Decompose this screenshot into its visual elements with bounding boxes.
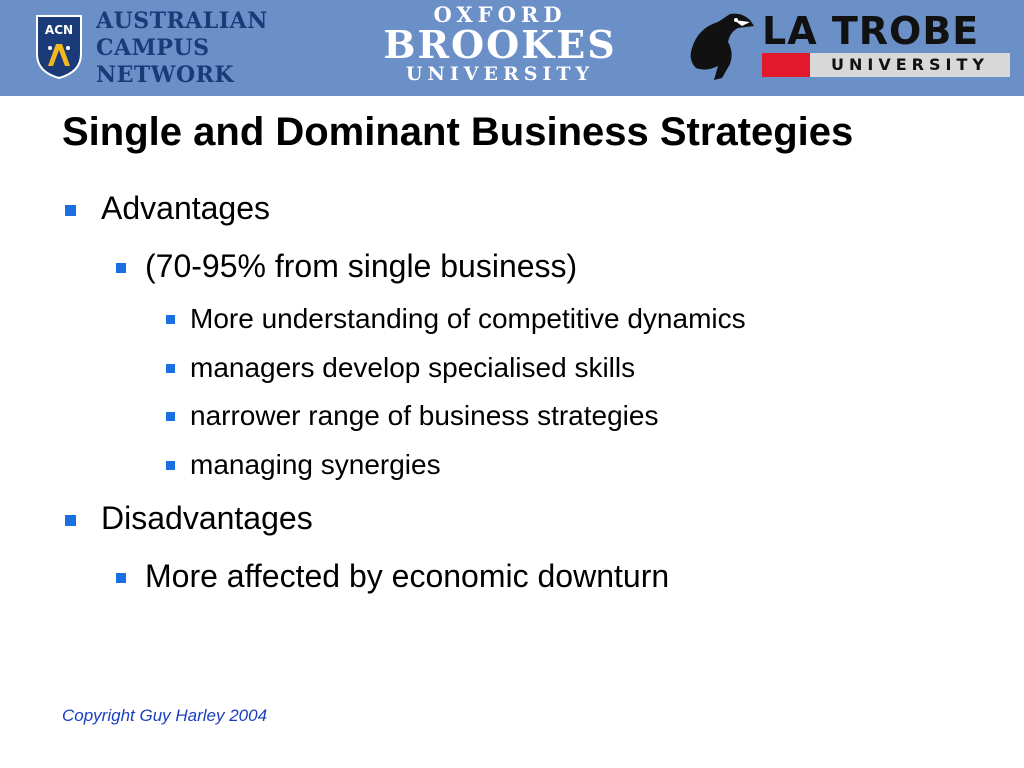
acn-shield-logo xyxy=(34,14,84,80)
bullet-text: managers develop specialised skills xyxy=(190,352,636,383)
header-banner xyxy=(0,0,1024,96)
oxford-brookes-line-1: OXFORD xyxy=(433,2,567,27)
bullet-text: narrower range of business strategies xyxy=(190,400,659,431)
la-trobe-name: LA TROBE xyxy=(762,9,980,53)
bullet-square-icon xyxy=(65,205,76,216)
la-trobe-subtitle-bar xyxy=(762,53,1010,77)
bullet-text: Disadvantages xyxy=(101,500,313,536)
bullet-square-icon xyxy=(65,515,76,526)
slide-title: Single and Dominant Business Strategies xyxy=(62,110,854,154)
bullet-item xyxy=(190,400,658,432)
acn-line-1: AUSTRALIAN xyxy=(96,8,268,34)
bullet-square-icon xyxy=(166,364,175,373)
acn-line-3: NETWORK xyxy=(96,62,235,88)
bullet-text: managing synergies xyxy=(190,449,441,480)
bullet-text: (70-95% from single business) xyxy=(145,248,578,284)
bullet-square-icon xyxy=(116,573,126,583)
oxford-brookes-logo xyxy=(345,4,655,84)
bullet-item xyxy=(101,500,313,537)
bullet-square-icon xyxy=(166,412,175,421)
acn-line-2: CAMPUS xyxy=(96,35,210,61)
bullet-item xyxy=(190,352,635,384)
oxford-brookes-line-2: BROOKES xyxy=(383,22,617,67)
bullet-text: More understanding of competitive dynamics xyxy=(190,303,746,334)
bullet-square-icon xyxy=(166,461,175,470)
bullet-item xyxy=(190,449,441,481)
bullet-text: Advantages xyxy=(101,190,271,226)
bullet-item xyxy=(101,190,270,227)
oxford-brookes-line-3: UNIVERSITY xyxy=(405,63,595,85)
bullet-square-icon xyxy=(116,263,126,273)
acn-wordmark xyxy=(96,8,268,89)
la-trobe-subtitle: UNIVERSITY xyxy=(831,55,989,74)
la-trobe-pelican-icon xyxy=(684,8,756,84)
bullet-item xyxy=(190,303,746,335)
bullet-item xyxy=(145,248,577,285)
acn-initials: ACN xyxy=(44,23,74,37)
bullet-square-icon xyxy=(166,315,175,324)
bullet-item xyxy=(145,558,669,595)
bullet-text: More affected by economic downturn xyxy=(145,558,670,594)
la-trobe-red-block xyxy=(762,53,810,77)
copyright-footer: Copyright Guy Harley 2004 xyxy=(62,706,268,725)
